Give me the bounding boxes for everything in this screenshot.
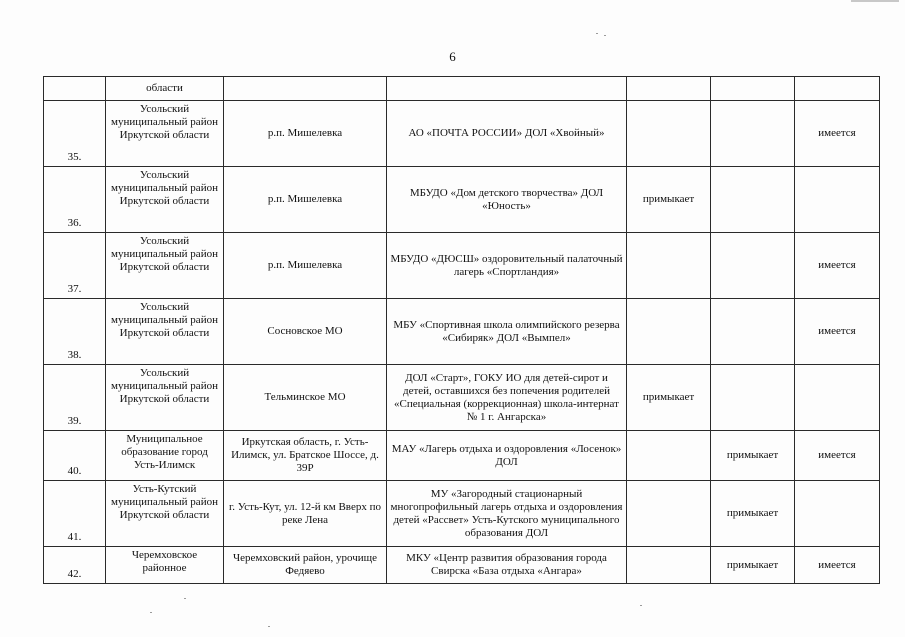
organization-cell: МБУДО «Дом детского творчества» ДОЛ «Юность»	[387, 167, 627, 233]
row-number: 35.	[44, 101, 106, 167]
organization-cell: ДОЛ «Старт», ГОКУ ИО для детей-сирот и детей, оставшихся без попечения родителей «Специальная (коррекционная) школа-интернат № 1 г. Ангарска»	[387, 365, 627, 431]
col6-cell	[711, 101, 795, 167]
col7-cell: имеется	[795, 547, 880, 584]
col6-cell	[711, 77, 795, 101]
col5-cell	[627, 481, 711, 547]
region-cell: Усольский муниципальный район Иркутской области	[106, 233, 224, 299]
organization-cell: МКУ «Центр развития образования города Свирска «База отдыха «Ангара»	[387, 547, 627, 584]
organization-cell	[387, 77, 627, 101]
table-row	[44, 481, 880, 547]
row-number: 41.	[44, 481, 106, 547]
col5-cell	[627, 431, 711, 481]
organization-cell: МУ «Загородный стационарный многопрофильный лагерь отдыха и оздоровления детей «Рассвет» Усть-Кутского муниципального образования ДОЛ	[387, 481, 627, 547]
region-cell: Муниципальное образование город Усть-Илимск	[106, 431, 224, 481]
col7-cell: имеется	[795, 101, 880, 167]
col6-cell	[711, 167, 795, 233]
col7-cell: имеется	[795, 233, 880, 299]
locality-cell: р.п. Мишелевка	[224, 233, 387, 299]
col6-cell: примыкает	[711, 431, 795, 481]
locality-cell: р.п. Мишелевка	[224, 167, 387, 233]
col7-cell	[795, 365, 880, 431]
table-row	[44, 547, 880, 584]
locality-cell: Черемховский район, урочище Федяево	[224, 547, 387, 584]
col6-cell	[711, 365, 795, 431]
scan-speck	[604, 35, 606, 36]
col5-cell	[627, 233, 711, 299]
col6-cell: примыкает	[711, 481, 795, 547]
row-number: 38.	[44, 299, 106, 365]
col6-cell	[711, 233, 795, 299]
locality-cell	[224, 77, 387, 101]
region-cell: Усольский муниципальный район Иркутской области	[106, 167, 224, 233]
region-cell: Усть-Кутский муниципальный район Иркутской области	[106, 481, 224, 547]
organization-cell: МАУ «Лагерь отдыха и оздоровления «Лосенок» ДОЛ	[387, 431, 627, 481]
col5-cell: примыкает	[627, 167, 711, 233]
region-cell: Усольский муниципальный район Иркутской области	[106, 101, 224, 167]
table-row	[44, 167, 880, 233]
scan-speck	[150, 612, 152, 613]
col7-cell	[795, 481, 880, 547]
table-row	[44, 77, 880, 101]
col7-cell	[795, 167, 880, 233]
col5-cell: примыкает	[627, 365, 711, 431]
locality-cell: Сосновское МО	[224, 299, 387, 365]
row-number: 37.	[44, 233, 106, 299]
col7-cell: имеется	[795, 431, 880, 481]
col5-cell	[627, 101, 711, 167]
scan-speck	[268, 626, 270, 627]
organization-cell: АО «ПОЧТА РОССИИ» ДОЛ «Хвойный»	[387, 101, 627, 167]
row-number: 40.	[44, 431, 106, 481]
row-number: 36.	[44, 167, 106, 233]
row-number	[44, 77, 106, 101]
page-number: 6	[449, 49, 456, 64]
organization-cell: МБУДО «ДЮСШ» оздоровительный палаточный лагерь «Спортландия»	[387, 233, 627, 299]
region-cell: Черемховское районное	[106, 547, 224, 584]
row-number: 39.	[44, 365, 106, 431]
locality-cell: Тельминское МО	[224, 365, 387, 431]
scan-edge-mark	[851, 0, 899, 2]
region-cell: области	[106, 77, 224, 101]
scan-speck	[640, 605, 642, 606]
table-row	[44, 299, 880, 365]
region-cell: Усольский муниципальный район Иркутской области	[106, 365, 224, 431]
table-row	[44, 431, 880, 481]
locality-cell: Иркутская область, г. Усть-Илимск, ул. Братское Шоссе, д. 39Р	[224, 431, 387, 481]
table-row	[44, 101, 880, 167]
col5-cell	[627, 77, 711, 101]
col6-cell: примыкает	[711, 547, 795, 584]
table-row	[44, 365, 880, 431]
camps-table	[43, 76, 880, 584]
row-number: 42.	[44, 547, 106, 584]
locality-cell: г. Усть-Кут, ул. 12-й км Вверх по реке Лена	[224, 481, 387, 547]
col5-cell	[627, 547, 711, 584]
table-row	[44, 233, 880, 299]
scan-speck	[596, 33, 598, 34]
region-cell: Усольский муниципальный район Иркутской области	[106, 299, 224, 365]
col5-cell	[627, 299, 711, 365]
col7-cell: имеется	[795, 299, 880, 365]
scan-speck	[184, 598, 186, 599]
col7-cell	[795, 77, 880, 101]
organization-cell: МБУ «Спортивная школа олимпийского резерва «Сибиряк» ДОЛ «Вымпел»	[387, 299, 627, 365]
locality-cell: р.п. Мишелевка	[224, 101, 387, 167]
col6-cell	[711, 299, 795, 365]
